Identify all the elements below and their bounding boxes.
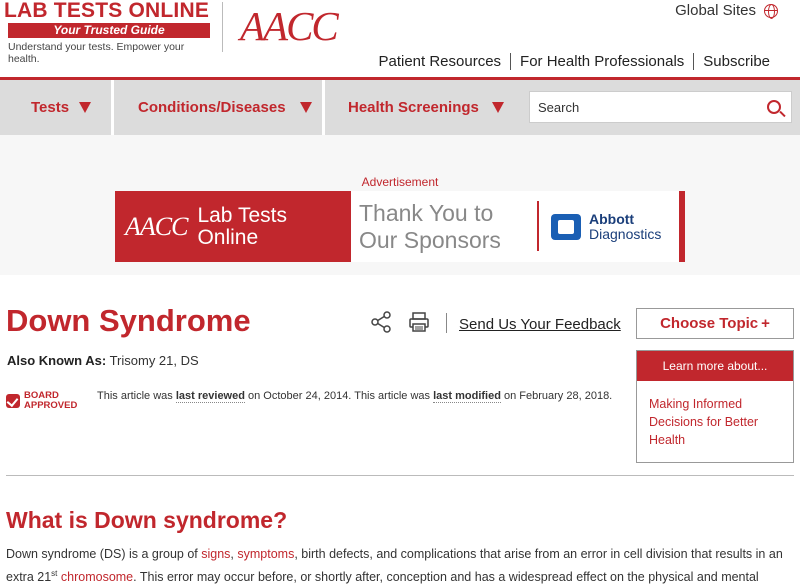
board-line1: BOARD (24, 390, 59, 401)
global-sites-link[interactable] (675, 2, 778, 19)
learn-more-link[interactable]: Making Informed Decisions for Better Health (649, 397, 759, 447)
para-text-3: , birth defects, and complications that arise from an error in cell division that results in an extra 21 (6, 547, 783, 585)
subscribe-link[interactable]: Subscribe (703, 53, 770, 70)
nav-separator (322, 80, 325, 135)
nav-screenings-label: Health Screenings (348, 99, 479, 116)
site-header (0, 0, 800, 80)
review-mid: on October 24, 2014. This article was (248, 390, 431, 402)
also-known-as (7, 353, 199, 368)
board-line2: APPROVED (24, 400, 78, 411)
para-text-4: . This error may occur before, or shortly after, conception and has a widespread effect on the physical and mental (133, 570, 759, 585)
section-divider (6, 475, 794, 476)
aacc-logo[interactable]: AACC (240, 3, 337, 49)
aka-label: Also Known As: (7, 353, 107, 368)
symptoms-link[interactable]: symptoms (237, 547, 295, 561)
logo-guide: Your Trusted Guide (8, 23, 210, 38)
globe-icon (764, 4, 778, 18)
caret-down-icon (492, 102, 504, 113)
plus-icon: + (761, 315, 770, 332)
para-superscript: st (51, 569, 58, 578)
intro-paragraph (6, 544, 796, 587)
lab-tests-online-logo[interactable] (4, 0, 214, 65)
ad-lto-line2: Online (197, 225, 259, 249)
ad-thanks-text (351, 191, 531, 262)
choose-topic-label: Choose Topic (660, 315, 759, 332)
choose-topic-button[interactable] (636, 308, 794, 339)
feedback-link[interactable]: Send Us Your Feedback (459, 316, 621, 333)
review-info (97, 390, 612, 402)
ad-thanks-line2: Our Sponsors (359, 226, 501, 253)
aka-value: Trisomy 21, DS (109, 353, 199, 368)
health-professionals-link[interactable]: For Health Professionals (511, 53, 694, 70)
para-text-1: Down syndrome (DS) is a group of (6, 547, 198, 561)
last-reviewed-term[interactable]: last reviewed (175, 390, 245, 402)
page-title: Down Syndrome (6, 303, 251, 338)
review-suffix: on February 28, 2018. (504, 390, 613, 402)
caret-down-icon (300, 102, 312, 113)
chromosome-link[interactable]: chromosome (60, 570, 134, 585)
check-icon (6, 394, 20, 408)
learn-more-heading: Learn more about... (637, 351, 793, 381)
patient-resources-link[interactable]: Patient Resources (369, 53, 511, 70)
ad-sponsor-line2: Diagnostics (589, 225, 662, 242)
ad-sponsor-line1: Abbott (589, 210, 635, 227)
abbott-icon (551, 214, 581, 240)
ad-label: Advertisement (361, 175, 439, 189)
ad-lto-line1: Lab Tests (197, 203, 287, 227)
board-approved-badge (6, 391, 77, 411)
review-prefix: This article was (97, 390, 173, 402)
caret-down-icon (79, 102, 91, 113)
ad-lto-logo (197, 205, 287, 249)
search-icon[interactable] (767, 100, 781, 114)
ad-aacc-logo: AACC (125, 211, 188, 241)
ad-end-bar (679, 191, 685, 262)
nav-tests-label: Tests (31, 99, 70, 116)
ad-sponsor (539, 191, 661, 262)
ad-banner[interactable] (115, 191, 685, 262)
section-heading: What is Down syndrome? (6, 507, 288, 533)
ad-brand-panel (115, 191, 351, 262)
signs-link[interactable]: signs (201, 547, 231, 561)
search-input[interactable] (538, 100, 758, 115)
search-box[interactable] (529, 91, 792, 123)
nav-separator (111, 80, 114, 135)
last-modified-term[interactable]: last modified (433, 390, 501, 402)
nav-tests[interactable] (31, 80, 103, 135)
ad-thanks-line1: Thank You to (359, 199, 494, 226)
para-text-2: , (230, 547, 234, 561)
logo-name: LAB TESTS ONLINE (4, 0, 210, 22)
learn-more-box (636, 350, 794, 463)
toolbar-divider (446, 313, 447, 333)
logo-divider (222, 2, 223, 52)
print-icon[interactable] (408, 311, 430, 333)
share-icon[interactable] (370, 311, 392, 333)
nav-conditions[interactable] (138, 80, 324, 135)
nav-conditions-label: Conditions/Diseases (138, 99, 286, 116)
global-sites-label: Global Sites (675, 2, 756, 19)
nav-health-screenings[interactable] (348, 80, 516, 135)
logo-tagline: Understand your tests. Empower your health. (8, 41, 185, 65)
top-links (369, 53, 770, 70)
